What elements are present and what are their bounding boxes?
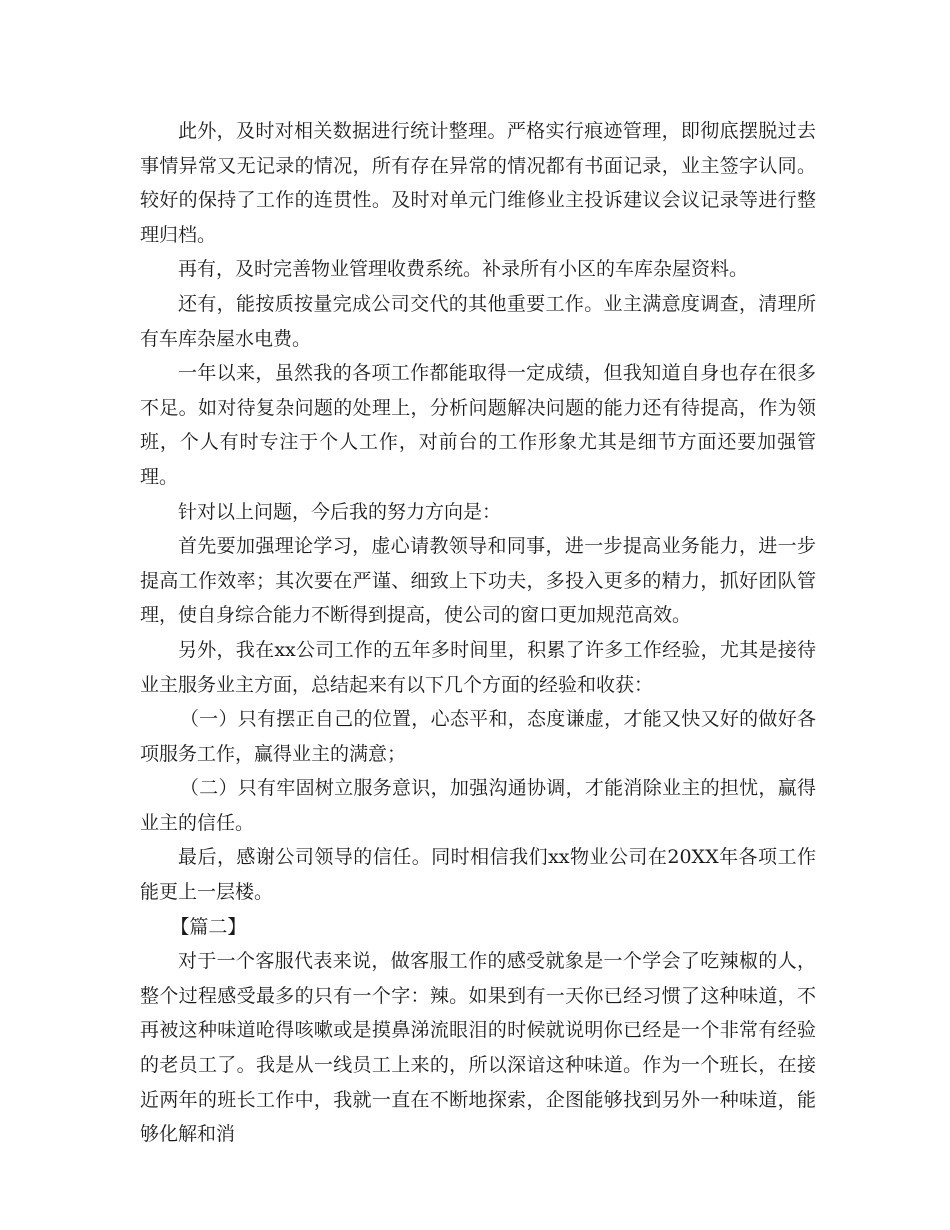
paragraph-data-records: 此外，及时对相关数据进行统计整理。严格实行痕迹管理，即彻底摆脱过去事情异常又无记录的情况，所有存在异常的情况都有书面记录，业主签字认同。较好的保持了工作的连贯性。及时对单元门维修业主投诉建议会议记录等进行整理归档。 bbox=[140, 120, 816, 246]
paragraph-other-work: 还有，能按质按量完成公司交代的其他重要工作。业主满意度调查，清理所有车库杂屋水电费。 bbox=[140, 292, 816, 350]
paragraph-closing-thanks: 最后，感谢公司领导的信任。同时相信我们xx物业公司在20XX年各项工作能更上一层楼。 bbox=[140, 846, 816, 904]
paragraph-direction-intro: 针对以上问题，今后我的努力方向是： bbox=[178, 500, 502, 523]
paragraph-fee-system: 再有，及时完善物业管理收费系统。补录所有小区的车库杂屋资料。 bbox=[178, 258, 749, 281]
list-item-experience-one: （一）只有摆正自己的位置，心态平和，态度谦虚，才能又快又好的做好各项服务工作，赢得业主的满意； bbox=[140, 708, 816, 765]
paragraph-improvement-plan: 首先要加强理论学习，虚心请教领导和同事，进一步提高业务能力，进一步提高工作效率；其次要在严谨、细致上下功夫，多投入更多的精力，抓好团队管理，使自身综合能力不断得到提高，使公司的窗口更加规范高效。 bbox=[140, 535, 816, 627]
section-heading: 【篇二】 bbox=[170, 915, 247, 938]
document-body bbox=[140, 114, 816, 1152]
paragraph-customer-service: 对于一个客服代表来说，做客服工作的感受就象是一个学会了吃辣椒的人，整个过程感受最多的只有一个字：辣。如果到有一天你已经习惯了这种味道，不再被这种味道呛得咳嗽或是摸鼻涕流眼泪的时候就说明你已经是一个非常有经验的老员工了。我是从一线员工上来的，所以深谙这种味道。作为一个班长，在接近两年的班长工作中，我就一直在不断地探索，企图能够找到另外一种味道，能够化解和消 bbox=[140, 950, 816, 1146]
list-item-experience-two: （二）只有牢固树立服务意识，加强沟通协调，才能消除业主的担忧，赢得业主的信任。 bbox=[140, 777, 816, 834]
paragraph-shortcomings: 一年以来，虽然我的各项工作都能取得一定成绩，但我知道自身也存在很多不足。如对待复杂问题的处理上，分析问题解决问题的能力还有待提高，作为领班，个人有时专注于个人工作，对前台的工作形象尤其是细节方面还要加强管理。 bbox=[140, 362, 816, 488]
paragraph-experience-intro: 另外，我在xx公司工作的五年多时间里，积累了许多工作经验，尤其是接待业主服务业主方面，总结起来有以下几个方面的经验和收获： bbox=[140, 638, 816, 696]
